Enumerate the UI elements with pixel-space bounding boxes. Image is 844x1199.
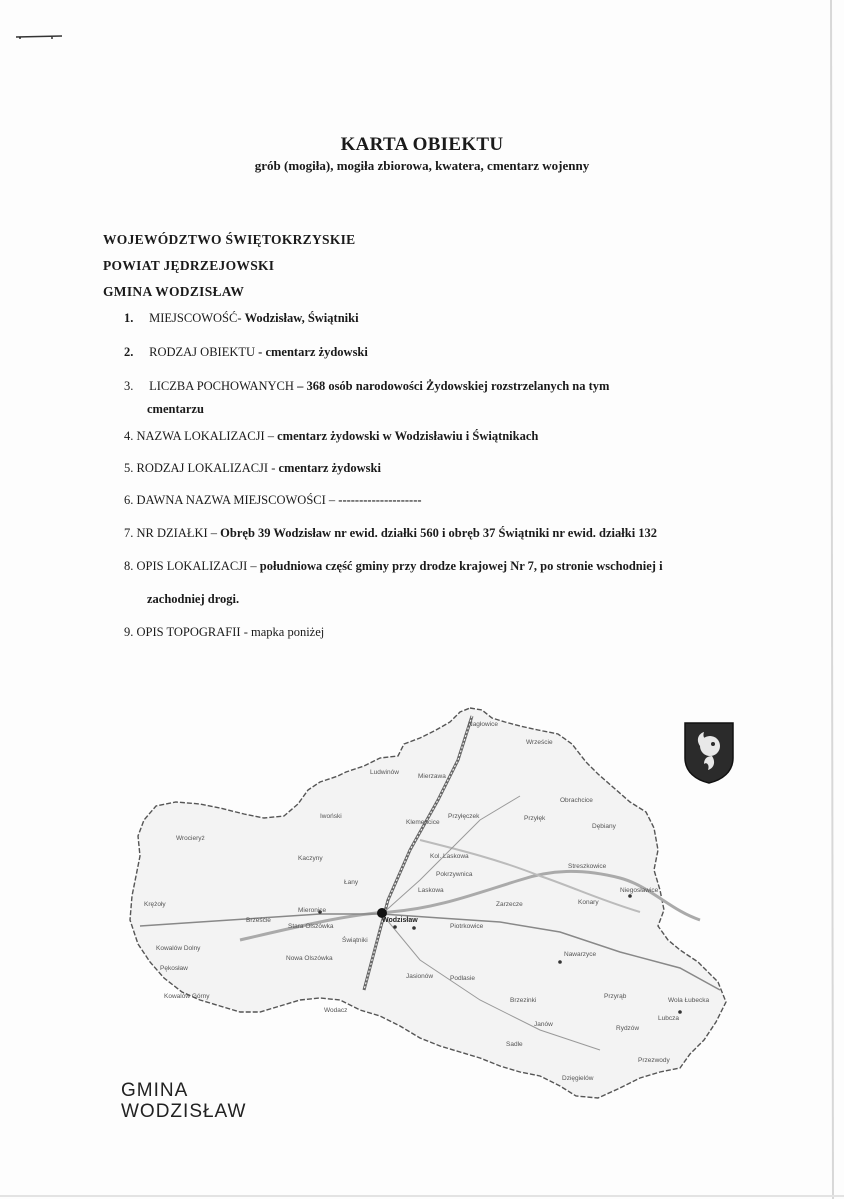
item-value: - cmentarz żydowski (258, 345, 368, 359)
map-label: Obrachcice (560, 797, 593, 804)
item-label: RODZAJ OBIEKTU (149, 345, 256, 359)
map-label: Przyłęczek (448, 813, 480, 820)
item-label: OPIS LOKALIZACJI – (136, 559, 257, 573)
item-location-description (124, 556, 754, 577)
map-label: Wodacz (324, 1007, 348, 1014)
map-label: Kowalów Dolny (156, 945, 201, 952)
map-label: Przezwody (638, 1057, 670, 1064)
map-label: Mierzawa (418, 773, 446, 780)
item-value: -------------------- (338, 493, 422, 507)
map-label: Brzeście (246, 917, 271, 924)
map-label: Kol. Laskowa (430, 853, 469, 860)
map-label: Piotrkowice (450, 923, 484, 930)
item-number: 8. (124, 559, 134, 573)
map-label: Streszkowice (568, 863, 607, 870)
cemetery-marker (393, 925, 397, 929)
map-label: Iwoński (320, 813, 342, 820)
map-label: Laskowa (418, 887, 444, 894)
map-label: Sadle (506, 1041, 523, 1048)
item-number: 6. (124, 493, 134, 507)
item-value: Obręb 39 Wodzisław nr ewid. działki 560 i obręb 37 Świątniki nr ewid. działki 132 (220, 526, 658, 540)
map-label: Ludwinów (370, 769, 399, 776)
map-label: Kaczyny (298, 855, 323, 862)
item-topography (124, 622, 324, 643)
item-value: – 368 osób narodowości Żydowskiej rozstrzelanych na tym (297, 379, 610, 393)
item-label: NAZWA LOKALIZACJI – (136, 429, 274, 443)
item-former-name (124, 490, 422, 511)
map-label: Klemencice (406, 819, 440, 826)
item-value: cmentarz żydowski w Wodzisławiu i Świątnikach (277, 429, 539, 443)
map-label: Konary (578, 899, 599, 906)
county: POWIAT JĘDRZEJOWSKI (103, 258, 275, 273)
map-label: Niegosławice (620, 887, 659, 894)
map-label: Wodzisław (382, 917, 418, 924)
map-label: Dzięgielów (562, 1075, 594, 1082)
map-label: Łany (344, 879, 359, 886)
logo-line-1: GMINA (121, 1080, 189, 1101)
item-number: 1. (124, 311, 134, 325)
item-value: Wodzisław, Świątniki (244, 311, 359, 325)
map-label: Jasionów (406, 973, 434, 980)
map-label: Dębiany (592, 823, 616, 830)
item-number: 3. (124, 379, 134, 393)
item-label: LICZBA POCHOWANYCH (149, 379, 294, 393)
item-label: NR DZIAŁKI – (136, 526, 218, 540)
item-value: południowa część gminy przy drodze krajowej Nr 7, po stronie wschodniej i (259, 559, 663, 573)
map-label: Nowa Olszówka (286, 955, 333, 962)
item-value: mapka poniżej (251, 625, 325, 639)
map-label: Pękosław (160, 965, 188, 972)
item-location-name (124, 426, 538, 447)
map-label: Pokrzywnica (436, 871, 473, 878)
commune-map (120, 700, 740, 1100)
item-location-type (124, 458, 381, 479)
cemetery-marker (678, 1010, 682, 1014)
voivodeship: WOJEWÓDZTWO ŚWIĘTOKRZYSKIE (103, 232, 356, 247)
item-number: 4. (124, 429, 134, 443)
item-label: RODZAJ LOKALIZACJI - (136, 461, 276, 475)
map-label: Nagłowice (468, 721, 498, 728)
item-number: 9. (124, 625, 134, 639)
commune-coat-of-arms (682, 720, 736, 784)
map-label: Wola Łubecka (668, 997, 710, 1004)
page-subtitle: grób (mogiła), mogiła zbiorowa, kwatera, cmentarz wojenny (254, 158, 590, 173)
map-label: Przyłęk (524, 815, 546, 822)
map-label: Stara Olszówka (288, 923, 334, 930)
item-buried-count-continuation: cmentarzu (147, 402, 204, 416)
map-label: Rydzów (616, 1025, 640, 1032)
logo-line-2: WODZISŁAW (121, 1101, 247, 1122)
map-label: Mieronice (298, 907, 327, 914)
item-number: 7. (124, 526, 134, 540)
item-label: MIEJSCOWOŚĆ- (149, 311, 242, 325)
map-label: Janów (534, 1021, 553, 1028)
item-plot-number (124, 523, 657, 544)
map-label: Lubcza (658, 1015, 679, 1022)
cemetery-marker (628, 894, 632, 898)
item-number: 5. (124, 461, 134, 475)
map-label: Wrzeście (526, 739, 553, 746)
map-label: Nawarzyce (564, 951, 597, 958)
map-label: Krężoły (144, 901, 166, 908)
map-label: Brzezinki (510, 997, 537, 1004)
commune-boundary (130, 708, 726, 1098)
item-locality (124, 308, 359, 329)
cemetery-marker (412, 926, 416, 930)
item-number: 2. (124, 345, 134, 359)
commune: GMINA WODZISŁAW (103, 284, 245, 299)
map-label: Przyrąb (604, 993, 627, 1000)
item-object-type (124, 342, 368, 363)
commune-logo (121, 1080, 246, 1122)
item-buried-count (124, 376, 746, 397)
page-title: KARTA OBIEKTU (340, 134, 504, 155)
map-label: Kowalów Górny (164, 993, 210, 1000)
scan-mark (14, 34, 66, 40)
map-label: Świątniki (342, 937, 368, 944)
map-label: Zarzecze (496, 901, 523, 908)
item-value: cmentarz żydowski (278, 461, 381, 475)
item-label: OPIS TOPOGRAFII - (136, 625, 248, 639)
map-label: Podlasie (450, 975, 475, 982)
map-label: Wrocieryż (176, 835, 205, 842)
item-location-description-continuation: zachodniej drogi. (147, 592, 240, 606)
item-label: DAWNA NAZWA MIEJSCOWOŚCI – (136, 493, 336, 507)
cemetery-marker (558, 960, 562, 964)
